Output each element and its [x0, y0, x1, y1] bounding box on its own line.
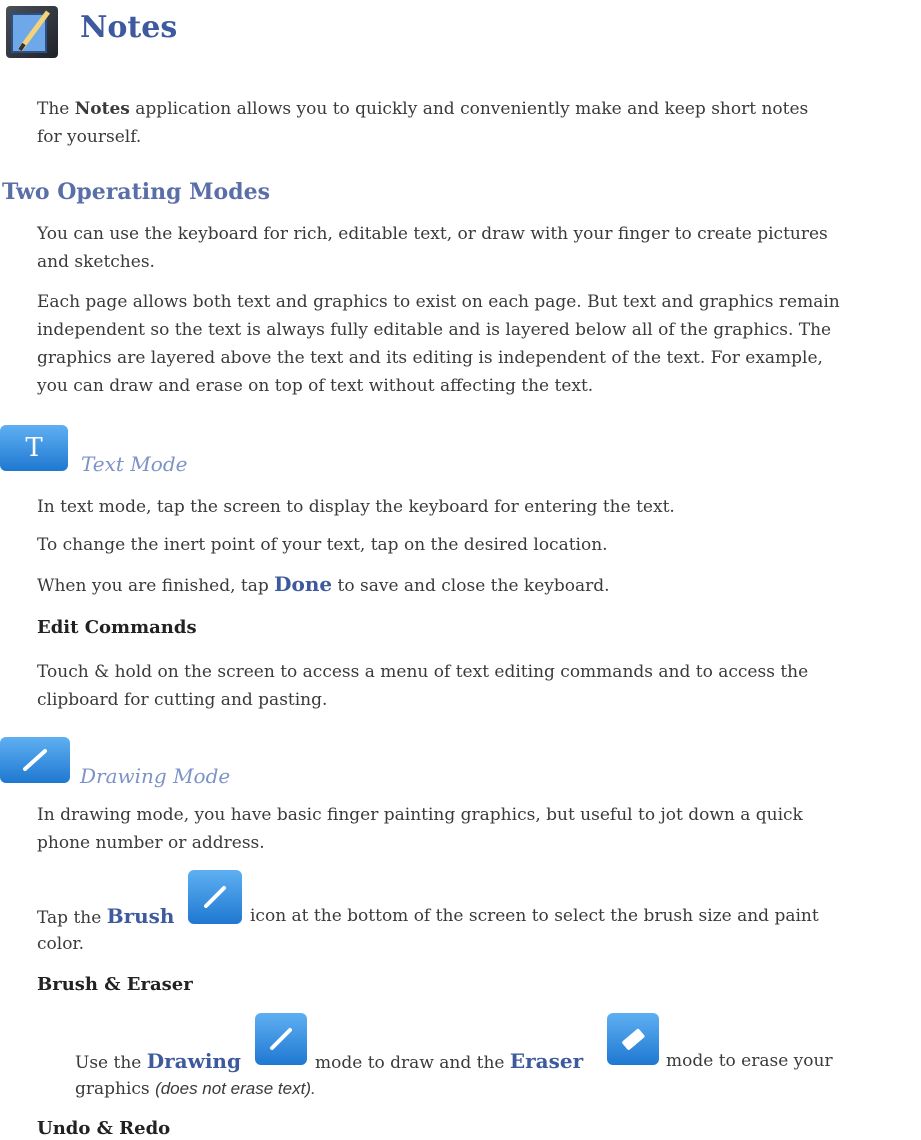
- edit-commands-line-2: clipboard for cutting and pasting.: [37, 690, 328, 710]
- does-not-erase-note: (does not erase text).: [155, 1079, 316, 1098]
- section-heading-text-mode: Text Mode: [81, 452, 188, 476]
- done-keyword: Done: [274, 572, 333, 596]
- notes-app-icon: [6, 6, 58, 58]
- graphics-line: graphics (does not erase text).: [75, 1079, 316, 1099]
- erase-your-text: mode to erase your: [666, 1051, 833, 1071]
- brush-line-1a: Tap the Brush: [37, 904, 175, 928]
- mode-to-draw-text: mode to draw and the Eraser: [315, 1049, 584, 1073]
- drawing-mode-icon: [0, 737, 70, 783]
- modes-p2-line-3: graphics are layered above the text and its editing is independent of the text. For example,: [37, 348, 823, 368]
- text-mode-line-3: When you are finished, tap Done to save and close the keyboard.: [37, 572, 610, 596]
- brush-keyword: Brush: [106, 904, 175, 928]
- drawing-p1-line-2: phone number or address.: [37, 833, 265, 853]
- brush-pencil-icon: [188, 870, 242, 924]
- eraser-keyword: Eraser: [509, 1049, 584, 1073]
- subheading-brush-eraser: Brush & Eraser: [37, 974, 193, 995]
- drawing-p1-line-1: In drawing mode, you have basic finger painting graphics, but useful to jot down a quick: [37, 805, 803, 825]
- section-heading-drawing-mode: Drawing Mode: [80, 764, 231, 788]
- intro-line-2: for yourself.: [37, 127, 142, 147]
- modes-p2-line-4: you can draw and erase on top of text without affecting the text.: [37, 376, 594, 396]
- brush-line-2: color.: [37, 934, 85, 954]
- subheading-edit-commands: Edit Commands: [37, 617, 197, 638]
- drawing-pencil-icon: [255, 1013, 307, 1065]
- modes-p1-line-1: You can use the keyboard for rich, editable text, or draw with your finger to create pictures: [37, 224, 828, 244]
- drawing-keyword: Drawing: [146, 1049, 241, 1073]
- text-mode-line-2: To change the inert point of your text, tap on the desired location.: [37, 535, 608, 555]
- modes-p2-line-1: Each page allows both text and graphics to exist on each page. But text and graphics remain: [37, 292, 840, 312]
- subheading-undo-redo: Undo & Redo: [37, 1118, 171, 1139]
- text-mode-icon: T: [0, 425, 68, 471]
- brush-line-1b: icon at the bottom of the screen to select the brush size and paint: [250, 906, 819, 926]
- text-mode-line-1: In text mode, tap the screen to display the keyboard for entering the text.: [37, 497, 675, 517]
- notes-app-name: Notes: [74, 99, 130, 119]
- page-title: Notes: [80, 10, 178, 45]
- modes-p1-line-2: and sketches.: [37, 252, 155, 272]
- use-drawing-text: Use the Drawing: [75, 1049, 241, 1073]
- intro-line-1: The Notes application allows you to quickly and conveniently make and keep short notes: [37, 99, 809, 119]
- section-heading-modes: Two Operating Modes: [2, 179, 270, 205]
- eraser-icon: [607, 1013, 659, 1065]
- edit-commands-line-1: Touch & hold on the screen to access a menu of text editing commands and to access the: [37, 662, 809, 682]
- modes-p2-line-2: independent so the text is always fully editable and is layered below all of the graphics. The: [37, 320, 832, 340]
